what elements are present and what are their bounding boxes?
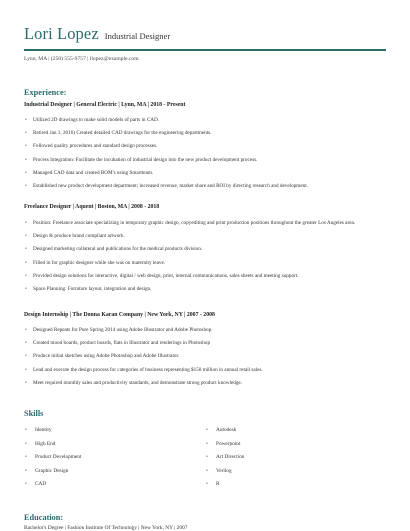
skills-column-left	[24, 424, 205, 492]
list-item: • Utilized 2D drawings to make solid models of parts in CAD.	[24, 117, 384, 124]
skill-item: • Graphic Design	[24, 465, 205, 479]
list-item: • Retired Jan 1, 2016) Created detailed CAD drawings for the engineering departments.	[24, 130, 384, 137]
list-item: • Meet required monthly sales and productivity standards, and demonstrate strong product knowledge.	[24, 380, 384, 387]
candidate-name: Lori Lopez	[24, 24, 99, 43]
list-item: • Lead and execute the design process for categories of business representing $150 million in annual retail sales.	[24, 367, 384, 374]
name-line	[24, 24, 386, 44]
job-title: Design Internship | The Donna Karan Company | New York, NY | 2007 - 2008	[24, 312, 215, 318]
education-entry: Bachelor's Degree | Fashion Institute Of Technology | New York, NY | 2007	[24, 525, 188, 531]
job-title: Freelance Designer | Aquent | Boston, MA | 2008 - 2018	[24, 204, 160, 210]
job-title: Industrial Designer | General Electric | Lynn, MA | 2018 - Present	[24, 102, 186, 108]
list-item: • Created mood boards, product boards, flats in Illustrator and renderings in Photoshop	[24, 340, 384, 347]
skill-item: • Powerpoint	[205, 438, 386, 452]
skills-list	[24, 424, 386, 492]
job-bullets	[24, 327, 384, 387]
list-item: • Followed quality procedures and standard design processes.	[24, 143, 384, 150]
list-item: • Position: Freelance associate specializing in temporary graphic design, copyediting and print production positions throughout the greater Los Angeles area.	[24, 220, 384, 227]
resume-header	[24, 24, 386, 44]
skill-item: • High End	[24, 438, 205, 452]
skill-item: • CAD	[24, 478, 205, 492]
skill-item: • R	[205, 478, 386, 492]
header-divider	[24, 49, 386, 51]
list-item: • Designed Repeats for Pure Spring 2014 using Adobe Illustrator and Adobe Photoshop.	[24, 327, 384, 334]
list-item: • Process Integration: Facilitate the incubation of industrial design into the new product development process.	[24, 157, 384, 164]
list-item: • Design & produce brand compliant artwork.	[24, 233, 384, 240]
skill-item: • Art Direction	[205, 451, 386, 465]
list-item: • Provided design solutions for interactive, digital / web design, print, internal communications, sales sheets and meeting support.	[24, 273, 384, 280]
job-bullets	[24, 220, 384, 293]
list-item: • Managed CAD data and created BOM's using Smartteam.	[24, 170, 384, 177]
list-item: • Produce initial sketches using Adobe Photoshop and Adobe Illustrator.	[24, 353, 384, 360]
skill-item: • Product Development	[24, 451, 205, 465]
candidate-title: Industrial Designer	[104, 31, 171, 41]
list-item: • Filled in for graphic designer while she was on maternity leave.	[24, 260, 384, 267]
education-heading: Education:	[24, 513, 64, 522]
list-item: • Designed marketing collateral and publications for the medical products division.	[24, 246, 384, 253]
skill-item: • Autodesk	[205, 424, 386, 438]
skill-item: • Identity	[24, 424, 205, 438]
skill-item: • Verilog	[205, 465, 386, 479]
list-item: • Space Planning: Furniture layout, integration and design.	[24, 286, 384, 293]
job-bullets	[24, 117, 384, 190]
skills-heading: Skills	[24, 409, 44, 418]
contact-info: Lynn, MA | (250) 555-9757 | llopez@example.com	[24, 56, 139, 62]
experience-heading: Experience:	[24, 88, 67, 97]
skills-column-right	[205, 424, 386, 492]
list-item: • Established new product development department; increased revenue, market share and ROI by directing research and development.	[24, 183, 384, 190]
